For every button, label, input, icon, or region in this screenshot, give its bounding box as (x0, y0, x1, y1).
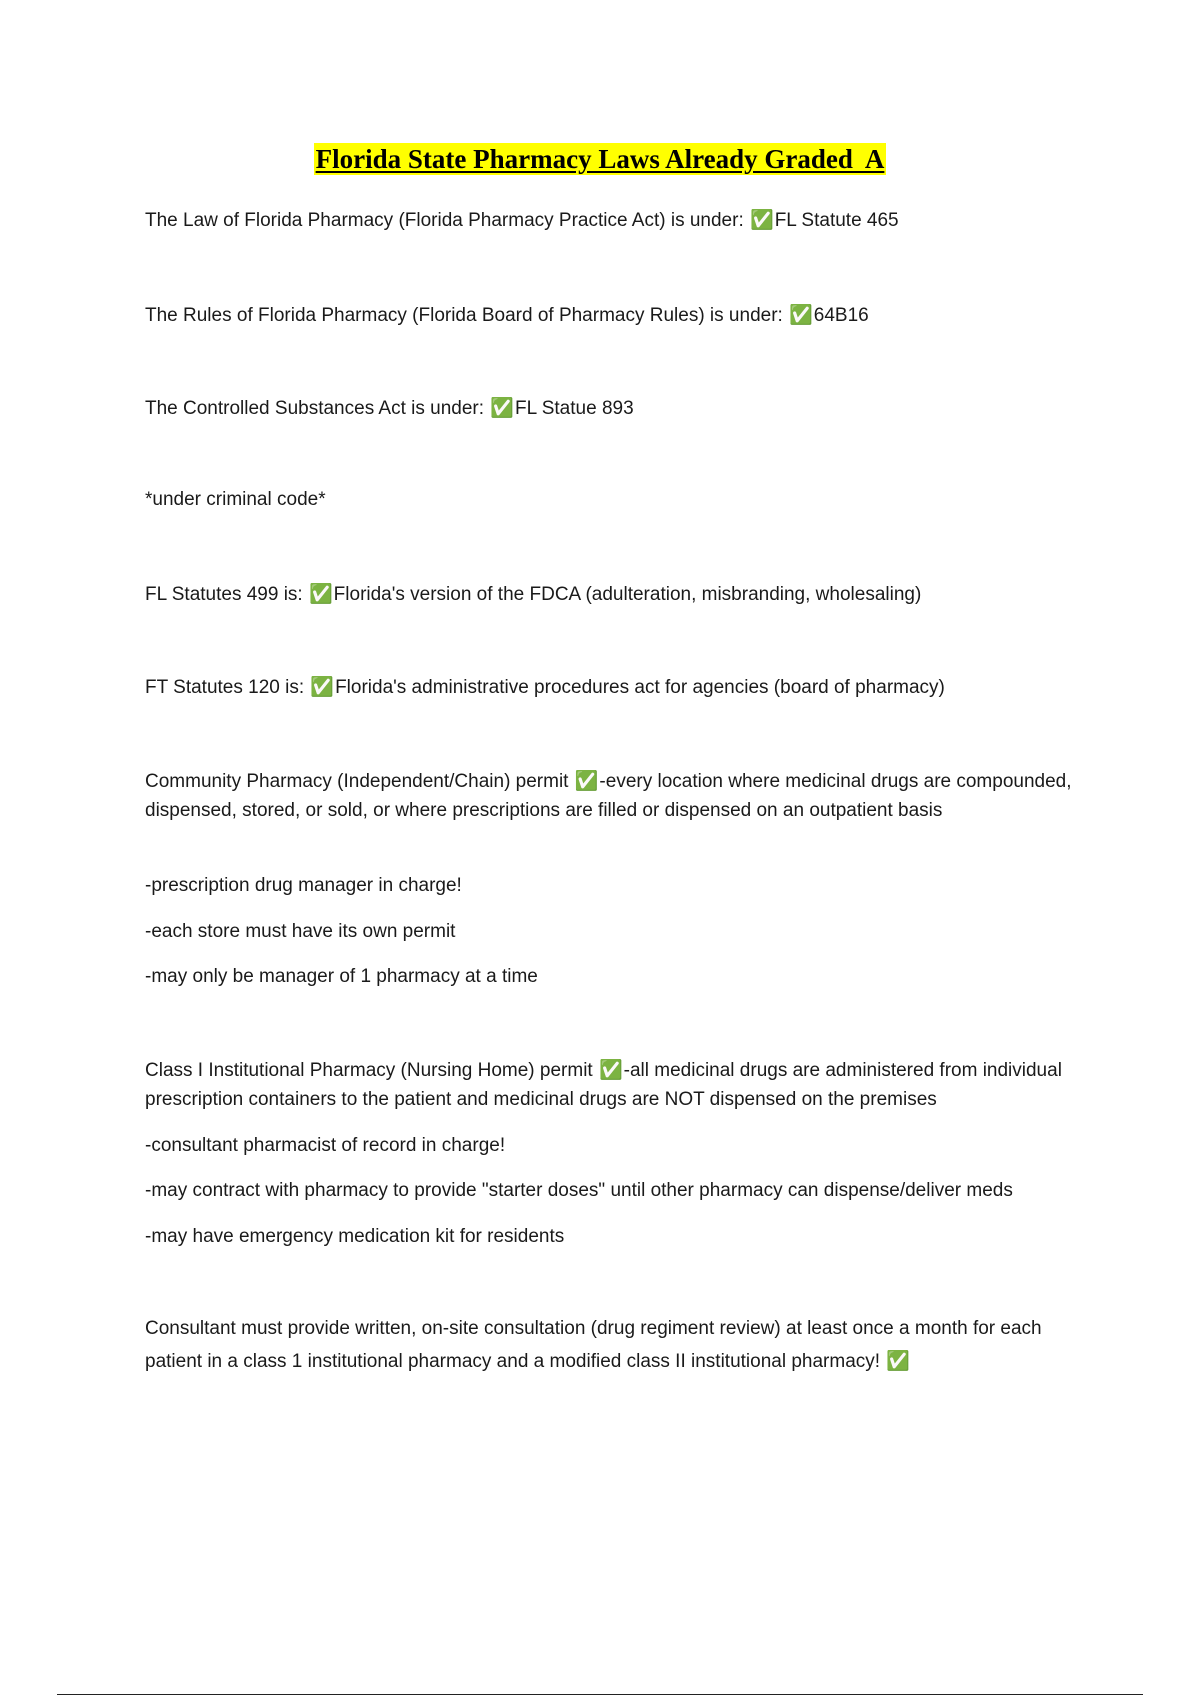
community-pharmacy-item (145, 767, 1095, 825)
question-text: FT Statutes 120 is: (145, 677, 310, 698)
question-text: Community Pharmacy (Independent/Chain) permit (145, 771, 574, 792)
bullet-text: -prescription drug manager in charge! (145, 875, 462, 896)
class1-bullet-1 (145, 1131, 1095, 1160)
answer-text: 64B16 (813, 305, 869, 326)
bullet-text: -each store must have its own permit (145, 921, 456, 942)
check-icon: ✅ (309, 583, 333, 605)
question-text: The Controlled Substances Act is under: (145, 398, 490, 419)
answer-text: Florida's version of the FDCA (adulteration, misbranding, wholesaling) (333, 584, 922, 605)
check-icon: ✅ (750, 209, 774, 231)
question-text: Consultant must provide written, on-site consultation (drug regiment review) at least once a month for each patient in a class 1 institutional pharmacy and a modified class II institutional pharmacy! (145, 1318, 1042, 1372)
qa-item-5 (145, 673, 1095, 702)
bullet-text: -may have emergency medication kit for residents (145, 1226, 565, 1247)
question-text: The Rules of Florida Pharmacy (Florida Board of Pharmacy Rules) is under: (145, 305, 789, 326)
check-icon: ✅ (598, 1059, 623, 1081)
consultant-item (145, 1313, 1095, 1378)
check-icon: ✅ (886, 1350, 910, 1372)
check-icon: ✅ (490, 397, 514, 419)
bullet-text: -consultant pharmacist of record in charge! (145, 1135, 506, 1156)
answer-text: -all medicinal drugs are administered from individual prescription containers to the patient and medicinal drugs are NOT dispensed on the premises (145, 1060, 1062, 1110)
check-icon: ✅ (789, 304, 813, 326)
question-text: Class I Institutional Pharmacy (Nursing Home) permit (145, 1060, 598, 1081)
note-criminal-code (145, 485, 1095, 514)
class1-bullet-3 (145, 1222, 1095, 1251)
bullet-text: -may contract with pharmacy to provide "starter doses" until other pharmacy can dispense/deliver meds (145, 1180, 1013, 1201)
answer-text: -every location where medicinal drugs are compounded, dispensed, stored, or sold, or where prescriptions are filled or dispensed on an outpatient basis (145, 771, 1072, 821)
answer-text: FL Statue 893 (514, 398, 634, 419)
question-text: FL Statutes 499 is: (145, 584, 308, 605)
qa-item-1 (145, 206, 1095, 235)
note-text: *under criminal code* (145, 489, 326, 510)
answer-text: Florida's administrative procedures act for agencies (board of pharmacy) (335, 677, 945, 698)
qa-item-3 (145, 394, 1095, 423)
answer-text: FL Statute 465 (774, 210, 899, 231)
community-bullet-1 (145, 871, 1095, 900)
document-title: Florida State Pharmacy Laws Already Graded A (315, 144, 885, 174)
bullet-text: -may only be manager of 1 pharmacy at a time (145, 966, 538, 987)
class1-bullet-2 (145, 1176, 1095, 1205)
footer-divider (57, 1694, 1143, 1695)
qa-item-2 (145, 301, 1095, 330)
title-wrap (0, 143, 1200, 175)
community-bullet-2 (145, 917, 1095, 946)
question-text: The Law of Florida Pharmacy (Florida Pharmacy Practice Act) is under: (145, 210, 750, 231)
class1-pharmacy-item (145, 1056, 1095, 1114)
check-icon: ✅ (574, 770, 599, 792)
qa-item-4 (145, 580, 1095, 609)
community-bullet-3 (145, 962, 1095, 991)
check-icon: ✅ (310, 676, 335, 698)
